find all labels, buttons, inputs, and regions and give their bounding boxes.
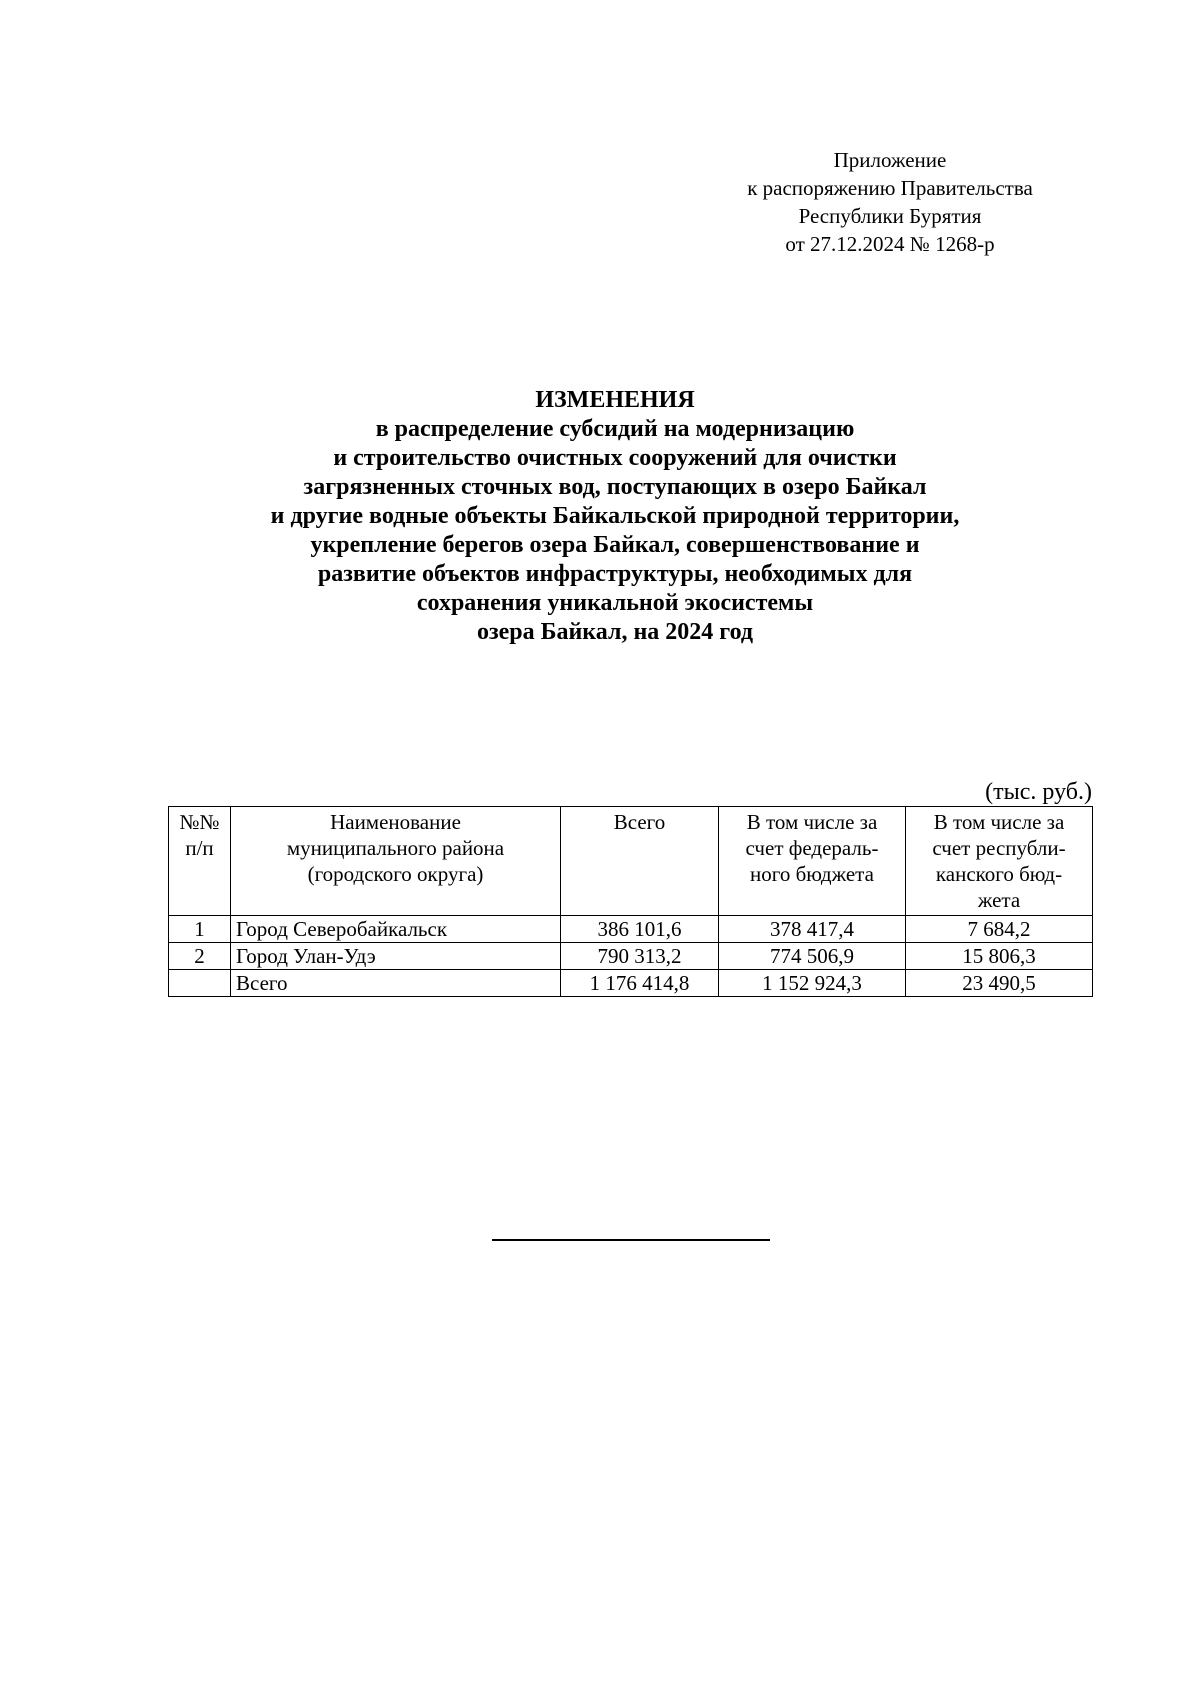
closing-rule bbox=[492, 1239, 770, 1241]
document-title bbox=[130, 386, 1100, 647]
cell-name: Город Северобайкальск bbox=[231, 916, 561, 943]
cell-name: Всего bbox=[231, 970, 561, 997]
cell-republic: 15 806,3 bbox=[906, 943, 1093, 970]
cell-republic: 7 684,2 bbox=[906, 916, 1093, 943]
table-header-row bbox=[169, 807, 1093, 916]
title-line: в распределение субсидий на модернизацию bbox=[375, 416, 855, 442]
cell-num bbox=[169, 970, 231, 997]
cell-total: 790 313,2 bbox=[561, 943, 719, 970]
appendix-line: Приложение bbox=[833, 148, 947, 172]
appendix-line: к распоряжению Правительства bbox=[747, 176, 1033, 200]
header-total: Всего bbox=[561, 807, 719, 916]
cell-name: Город Улан-Удэ bbox=[231, 943, 561, 970]
title-line: и строительство очистных сооружений для очистки bbox=[333, 445, 897, 471]
table-row bbox=[169, 943, 1093, 970]
appendix-line: от 27.12.2024 № 1268-р bbox=[785, 232, 995, 256]
title-line: озера Байкал, на 2024 год bbox=[476, 619, 754, 645]
title-heading: ИЗМЕНЕНИЯ bbox=[535, 387, 695, 413]
units-label: (тыс. руб.) bbox=[985, 779, 1092, 805]
table-row bbox=[169, 916, 1093, 943]
cell-num: 1 bbox=[169, 916, 231, 943]
cell-republic: 23 490,5 bbox=[906, 970, 1093, 997]
cell-total: 1 176 414,8 bbox=[561, 970, 719, 997]
appendix-line: Республики Бурятия bbox=[798, 204, 982, 228]
cell-total: 386 101,6 bbox=[561, 916, 719, 943]
title-line: загрязненных сточных вод, поступающих в озеро Байкал bbox=[303, 474, 927, 500]
appendix-header bbox=[700, 146, 1080, 258]
table-total-row bbox=[169, 970, 1093, 997]
cell-federal: 378 417,4 bbox=[719, 916, 906, 943]
header-federal: В том числе за счет федераль- ного бюджета bbox=[719, 807, 906, 916]
cell-num: 2 bbox=[169, 943, 231, 970]
header-republic: В том числе за счет республи- канского бюд- жета bbox=[906, 807, 1093, 916]
title-line: и другие водные объекты Байкальской природной территории, bbox=[270, 503, 960, 529]
title-line: развитие объектов инфраструктуры, необходимых для bbox=[317, 561, 913, 587]
header-num: №№ п/п bbox=[169, 807, 231, 916]
title-line: укрепление берегов озера Байкал, совершенствование и bbox=[310, 532, 920, 558]
title-line: сохранения уникальной экосистемы bbox=[416, 590, 814, 616]
cell-federal: 1 152 924,3 bbox=[719, 970, 906, 997]
header-name: Наименование муниципального района (городского округа) bbox=[231, 807, 561, 916]
subsidy-table bbox=[168, 806, 1093, 997]
cell-federal: 774 506,9 bbox=[719, 943, 906, 970]
